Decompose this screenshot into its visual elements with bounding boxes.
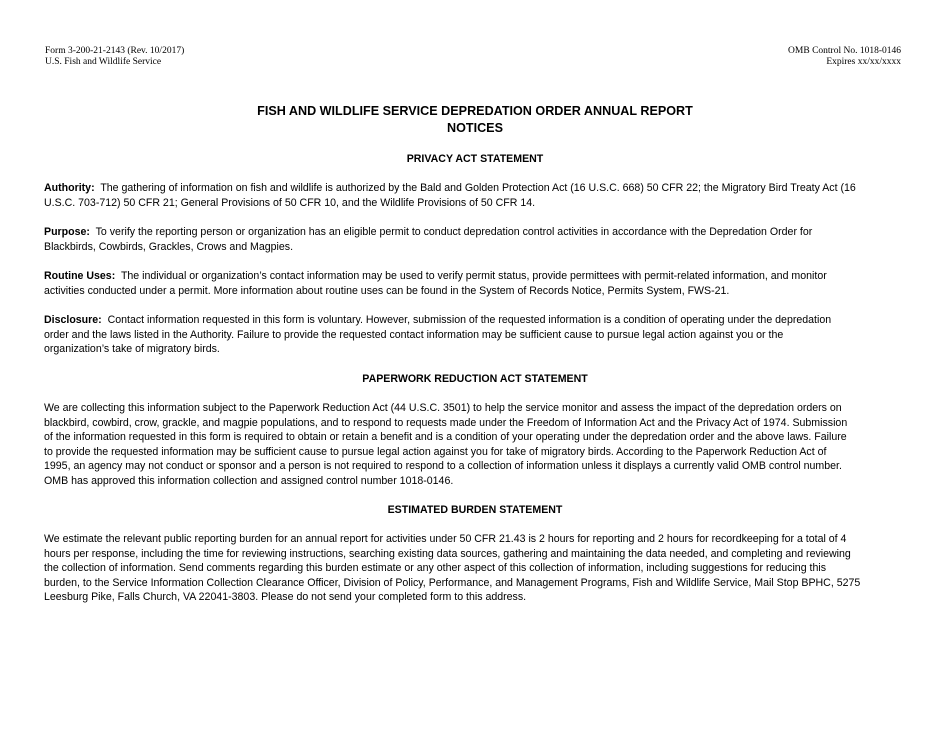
paperwork-paragraph — [44, 401, 906, 489]
form-number: Form 3-200-21-2143 (Rev. 10/2017) — [45, 46, 185, 56]
paperwork-line: 1995, an agency may not conduct or sponsor and a person is not required to respond to a collection of information unless it displays a currently valid OMB control number. — [44, 460, 842, 473]
paperwork-reduction-heading: PAPERWORK REDUCTION ACT STATEMENT — [362, 373, 588, 385]
paperwork-line: We are collecting this information subject to the Paperwork Reduction Act (44 U.S.C. 3501) to help the service monitor and assess the impact of the depredation orders on — [44, 402, 842, 414]
purpose-line-2: Blackbirds, Cowbirds, Grackles, Crows and Magpies. — [44, 240, 294, 253]
routine-uses-line-2: activities conducted under a permit. More information about routine uses can be found in the System of Records Notice, Permits System, FWS-21. — [44, 284, 730, 297]
disclosure-text-1: Contact information requested in this form is voluntary. However, submission of the requested information is a condition of operating under the depredation — [107, 314, 832, 326]
purpose-line-1 — [44, 225, 906, 240]
omb-control-number: OMB Control No. 1018-0146 — [788, 46, 901, 56]
disclosure-line-1 — [44, 313, 906, 328]
estimated-burden-heading: ESTIMATED BURDEN STATEMENT — [387, 504, 563, 516]
routine-uses-line-1 — [44, 269, 906, 284]
authority-line-2: U.S.C. 703-712) 50 CFR 21; General Provisions of 50 CFR 10, and the Wildlife Provisions of 50 CFR 14. — [44, 196, 536, 209]
paperwork-line: OMB has approved this information collection and assigned control number 1018-0146. — [44, 474, 454, 487]
purpose-paragraph — [44, 225, 906, 254]
routine-uses-text-1: The individual or organization’s contact information may be used to verify permit status, provide permittees with permit-related information, and monitor — [120, 270, 827, 282]
burden-line: the collection of information. Send comments regarding this burden estimate or any other aspect of this collection of information, including suggestions for reducing this — [44, 562, 827, 575]
authority-label: Authority: — [44, 182, 95, 194]
paperwork-line: to provide the requested information may be sufficient cause to pursue legal action against you for take of migratory birds. According to the Paperwork Reduction Act of — [44, 445, 827, 458]
title-line-1: FISH AND WILDLIFE SERVICE DEPREDATION ORDER ANNUAL REPORT — [257, 104, 693, 118]
routine-uses-label: Routine Uses: — [44, 270, 116, 282]
page-title — [0, 103, 950, 137]
paperwork-line: of the information requested in this form is required to obtain or retain a benefit and is a condition of your operating under the depredation order and the above laws. Failure — [44, 431, 847, 444]
routine-uses-paragraph — [44, 269, 906, 298]
burden-line: burden, to the Service Information Collection Clearance Officer, Division of Policy, Performance, and Management Programs, Fish and Wildlife Service, Mail Stop BPHC, 5275 — [44, 576, 861, 589]
purpose-label: Purpose: — [44, 226, 90, 238]
disclosure-paragraph — [44, 313, 906, 357]
authority-paragraph — [44, 181, 906, 210]
agency-name: U.S. Fish and Wildlife Service — [45, 57, 162, 67]
burden-line: Leesburg Pike, Falls Church, VA 22041-3803. Please do not send your completed form to this address. — [44, 591, 527, 604]
expiration-date: Expires xx/xx/xxxx — [826, 57, 901, 67]
authority-text-1: The gathering of information on fish and wildlife is authorized by the Bald and Golden Protection Act (16 U.S.C. 668) 50 CFR 22; the Migratory Bird Treaty Act (16 — [100, 182, 856, 194]
burden-paragraph — [44, 532, 906, 605]
paperwork-line: blackbird, cowbird, crow, grackle, and magpie populations, and to respond to requests made under the Freedom of Information Act and the Privacy Act of 1974. Submission — [44, 416, 848, 429]
burden-line: We estimate the relevant public reporting burden for an annual report for activities under 50 CFR 21.43 is 2 hours for reporting and 2 hours for recordkeeping for a total of 4 — [44, 533, 847, 545]
disclosure-label: Disclosure: — [44, 314, 102, 326]
authority-line-1 — [44, 181, 906, 196]
omb-control-block — [788, 46, 901, 68]
form-identifier — [45, 46, 184, 68]
purpose-text-1: To verify the reporting person or organization has an eligible permit to conduct depredation control activities in accordance with the Depredation Order for — [95, 226, 813, 238]
disclosure-line-3: organization’s take of migratory birds. — [44, 343, 220, 356]
privacy-act-heading: PRIVACY ACT STATEMENT — [406, 153, 544, 165]
disclosure-line-2: order and the laws listed in the Authority. Failure to provide the requested contact information may be sufficient cause to pursue legal action against you or the — [44, 328, 784, 341]
burden-line: hours per response, including the time for reviewing instructions, searching existing data sources, gathering and maintaining the data needed, and completing and reviewing — [44, 547, 851, 560]
title-line-2: NOTICES — [447, 121, 503, 135]
